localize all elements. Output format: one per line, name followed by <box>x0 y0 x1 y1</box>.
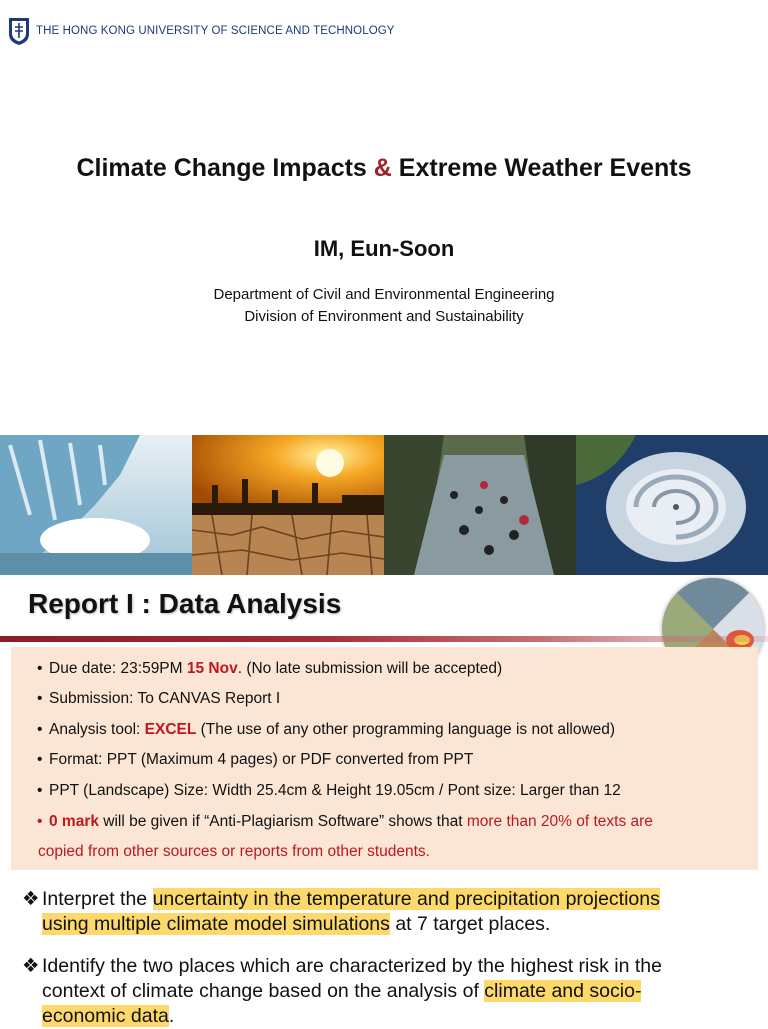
plagiarism-continued: copied from other sources or reports from other students. <box>38 843 430 860</box>
university-crest-icon <box>8 16 30 46</box>
presentation-title <box>0 154 768 183</box>
university-header <box>8 14 395 48</box>
list-item: • 0 mark will be given if “Anti-Plagiarism Software” shows that more than 20% of texts are <box>37 813 653 830</box>
title-part1: Climate Change Impacts <box>76 154 374 182</box>
zero-mark: 0 mark <box>49 813 99 830</box>
plagiarism-threshold: more than 20% of texts are <box>466 813 653 830</box>
due-date-value: 15 Nov <box>186 660 238 677</box>
highlight-multimodel: using multiple climate model simulations <box>42 913 390 935</box>
drought-factory-photo <box>192 435 384 575</box>
title-part2: Extreme Weather Events <box>391 154 692 182</box>
section-divider <box>0 636 768 642</box>
analysis-tool-label: Analysis tool: <box>49 721 145 738</box>
department-line: Department of Civil and Environmental Engineering <box>213 286 555 303</box>
list-item: • Due date: 23:59PM 15 Nov. (No late submission will be accepted) <box>37 660 503 677</box>
division-line: Division of Environment and Sustainability <box>244 308 524 325</box>
report-requirements-box <box>11 647 758 870</box>
due-date-note: . (No late submission will be accepted) <box>237 660 503 677</box>
highlight-climate-data: climate and socio- <box>484 980 642 1002</box>
task-2: ❖ Identify the two places which are characterized by the highest risk in the context of climate change based on the analysis of climate and socio- economic data. <box>22 955 662 1027</box>
plagiarism-text: will be given if “Anti-Plagiarism Software” shows that <box>98 813 467 830</box>
format-text: Format: PPT (Maximum 4 pages) or PDF converted from PPT <box>49 751 474 768</box>
author-name: IM, Eun-Soon <box>313 236 455 261</box>
glacier-photo <box>0 435 192 575</box>
highlight-economic-data: economic data <box>42 1005 169 1027</box>
photo-strip <box>0 435 768 575</box>
due-date-label: Due date: 23:59PM <box>49 660 187 677</box>
report-title: Report I : Data Analysis <box>28 588 342 619</box>
analysis-tool-value: EXCEL <box>144 721 197 738</box>
list-item: • Format: PPT (Maximum 4 pages) or PDF converted from PPT <box>37 751 474 768</box>
size-text: PPT (Landscape) Size: Width 25.4cm & Height 19.05cm / Pont size: Larger than 12 <box>49 782 621 799</box>
highlight-uncertainty: uncertainty in the temperature and precipitation projections <box>152 888 660 910</box>
submission-text: Submission: To CANVAS Report I <box>49 690 281 707</box>
flood-street-photo <box>384 435 576 575</box>
task-1: ❖ Interpret the uncertainty in the temperature and precipitation projections using multiple climate model simulations at 7 target places. <box>22 888 660 935</box>
title-ampersand: & <box>373 154 392 182</box>
list-item: • PPT (Landscape) Size: Width 25.4cm & Height 19.05cm / Pont size: Larger than 12 <box>37 782 621 799</box>
analysis-tool-note: (The use of any other programming language is not allowed) <box>196 721 616 738</box>
hurricane-satellite-photo <box>576 435 768 575</box>
list-item: • Analysis tool: EXCEL (The use of any other programming language is not allowed) <box>37 721 616 738</box>
list-item: • Submission: To CANVAS Report I <box>37 690 281 707</box>
bullet-diamond-icon: ❖ <box>22 888 40 910</box>
university-name: THE HONG KONG UNIVERSITY OF SCIENCE AND TECHNOLOGY <box>36 25 395 37</box>
bullet-diamond-icon: ❖ <box>22 955 40 977</box>
